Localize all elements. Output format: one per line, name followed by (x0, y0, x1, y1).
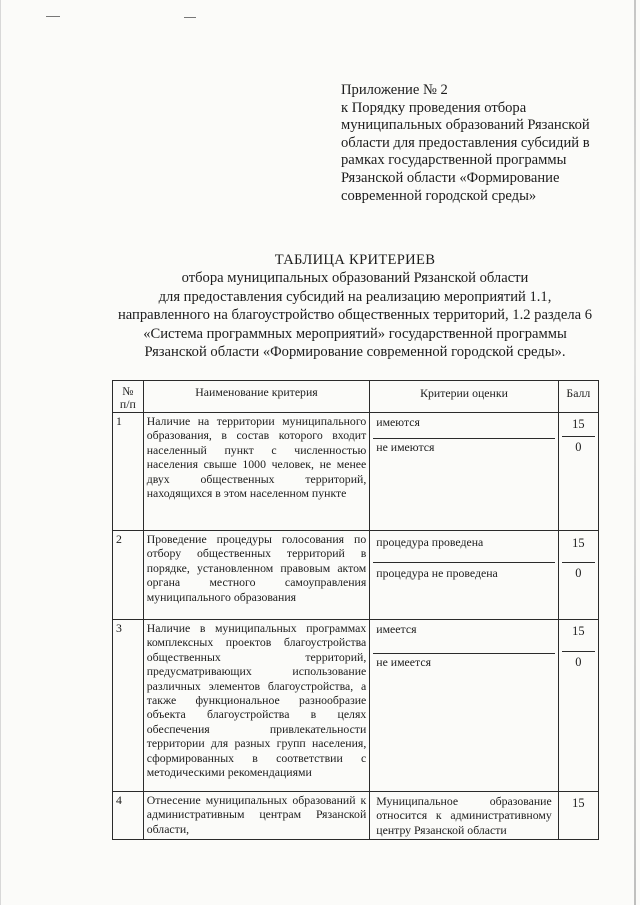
evaluation-options (370, 792, 558, 840)
row-num: 3 (113, 620, 144, 792)
header-num-line: п/п (119, 397, 136, 411)
table-header-row (113, 381, 599, 413)
header-num-line: № (122, 384, 134, 398)
score-value: 0 (575, 655, 582, 669)
title-heading: ТАБЛИЦА КРИТЕРИЕВ (274, 252, 436, 268)
header-evaluation: Критерии оценки (370, 381, 558, 413)
evaluation-option: имеются (373, 414, 554, 439)
evaluation-option: не имеются (376, 440, 435, 454)
header-num (113, 381, 144, 413)
row-num: 2 (113, 531, 144, 620)
title-line: «Система программных мероприятий» государственной программы (143, 325, 567, 342)
appendix-line: Рязанской области «Формирование (341, 169, 560, 186)
score-value: 15 (562, 621, 595, 652)
appendix-note (341, 82, 601, 205)
scan-speck (184, 17, 196, 18)
document-title (60, 251, 640, 361)
criterion-name: Отнесение муниципальных образований к административным центрам Рязанской области, (143, 792, 370, 840)
evaluation-option: процедура проведена (373, 532, 554, 563)
page-right-edge (634, 0, 636, 905)
score-value: 0 (575, 566, 582, 580)
evaluation-options (370, 531, 558, 620)
scan-speck (46, 16, 60, 17)
score-options (558, 620, 598, 792)
title-line: направленного на благоустройство общественных территорий, 1.2 раздела 6 (117, 307, 593, 324)
header-score: Балл (558, 381, 598, 413)
evaluation-options (370, 620, 558, 792)
score-value: 0 (575, 440, 582, 454)
table-row (113, 792, 599, 840)
appendix-line: Приложение № 2 (341, 82, 448, 98)
criteria-table (112, 380, 599, 840)
header-name: Наименование критерия (143, 381, 370, 413)
title-line: Рязанской области «Формирование современной городской среды». (144, 344, 566, 361)
appendix-line: рамках государственной программы (341, 152, 567, 169)
score-options (558, 413, 598, 531)
row-num: 1 (113, 413, 144, 531)
title-line: отбора муниципальных образований Рязанской области (181, 270, 529, 287)
appendix-line: к Порядку проведения отбора (341, 99, 527, 116)
score-options (558, 531, 598, 620)
criterion-name: Наличие на территории муниципального образования, в состав которого входит населенный пункт с численностью населения свыше 1000 человек, не менее двух общественных территорий, находящихся в этом населенном пункте (143, 413, 370, 531)
appendix-line: современной городской среды» (341, 187, 537, 204)
appendix-line: области для предоставления субсидий в (341, 134, 590, 151)
table-row (113, 413, 599, 531)
table-row (113, 620, 599, 792)
score-value: 15 (572, 796, 585, 810)
score-options (558, 792, 598, 840)
appendix-line: муниципальных образований Рязанской (341, 117, 590, 134)
criterion-name: Проведение процедуры голосования по отбору общественных территорий в порядке, установленном правовым актом органа местного самоуправления муниципального образования (143, 531, 370, 620)
score-value: 15 (562, 532, 595, 563)
evaluation-option: процедура не проведена (376, 566, 498, 580)
page-left-edge (0, 0, 1, 905)
title-line: для предоставления субсидий на реализацию мероприятий 1.1, (158, 288, 552, 305)
score-value: 15 (562, 414, 595, 437)
criterion-name: Наличие в муниципальных программах комплексных проектов благоустройства общественных территорий, предусматривающих использование различных элементов благоустройства, а также функциональное разнообразие объекта благоустройства в целях обеспечения привлекательности территории для разных групп населения, сформированных в соответствии с методическими рекомендациями (143, 620, 370, 792)
table-row (113, 531, 599, 620)
evaluation-option: Муниципальное образование относится к административному центру Рязанской области (376, 794, 552, 837)
evaluation-option: не имеется (376, 655, 431, 669)
row-num: 4 (113, 792, 144, 840)
evaluation-option: имеется (373, 621, 554, 654)
evaluation-options (370, 413, 558, 531)
